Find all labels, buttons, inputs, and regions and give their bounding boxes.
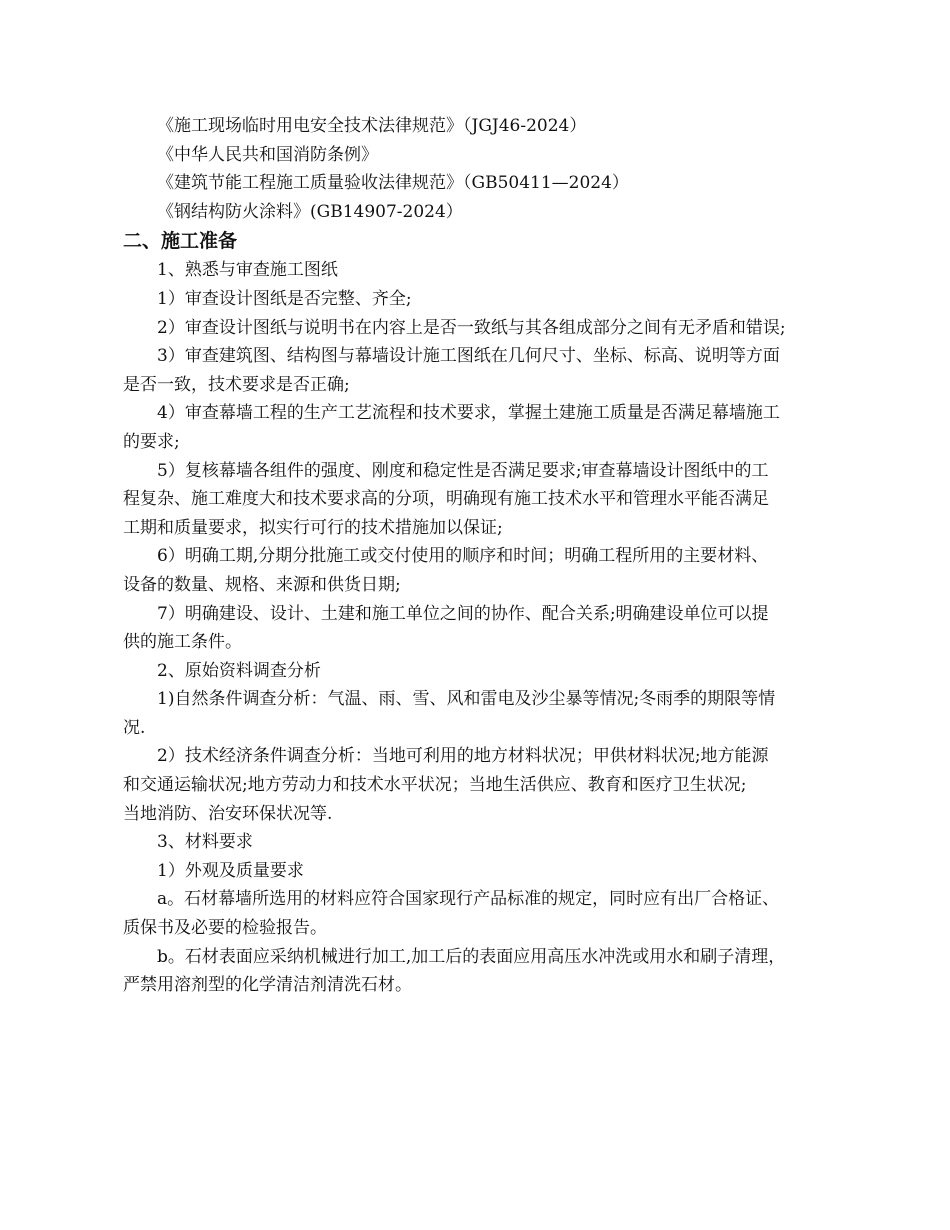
paragraph-line: 4）审查幕墙工程的生产工艺流程和技术要求，掌握土建施工质量是否满足幕墙施工 xyxy=(157,403,780,424)
paragraph-line: 设备的数量、规格、来源和供货日期; xyxy=(123,574,401,595)
paragraph-line: 工期和质量要求，拟实行可行的技术措施加以保证; xyxy=(123,517,503,538)
paragraph-line: 7）明确建设、设计、土建和施工单位之间的协作、配合关系;明确建设单位可以提 xyxy=(157,603,769,624)
paragraph-line: 1）外观及质量要求 xyxy=(157,860,304,881)
paragraph-line: 质保书及必要的检验报告。 xyxy=(123,918,327,939)
standard-item: 《钢结构防火涂料》(GB14907-2024） xyxy=(157,201,463,222)
standard-item: 《中华人民共和国消防条例》 xyxy=(157,144,378,165)
document-body xyxy=(123,112,833,1000)
paragraph-line: 供的施工条件。 xyxy=(123,632,242,653)
paragraph-line: 1）审查设计图纸是否完整、齐全; xyxy=(157,288,412,309)
paragraph-line: 的要求; xyxy=(123,431,180,452)
subsection-title: 3、材料要求 xyxy=(157,832,253,853)
paragraph-line: 和交通运输状况;地方劳动力和技术水平状况；当地生活供应、教育和医疗卫生状况; xyxy=(123,775,747,796)
standard-item: 《建筑节能工程施工质量验收法律规范》（GB50411—2024） xyxy=(157,173,629,194)
paragraph-line: b。石材表面应采纳机械进行加工,加工后的表面应用高压水冲洗或用水和刷子清理， xyxy=(157,946,786,967)
section-heading: 二、施工准备 xyxy=(123,230,238,253)
paragraph-line: 当地消防、治安环保状况等. xyxy=(123,803,333,824)
paragraph-line: 是否一致，技术要求是否正确; xyxy=(123,374,350,395)
paragraph-line: 严禁用溶剂型的化学清洁剂清洗石材。 xyxy=(123,975,412,996)
paragraph-line: 5）复核幕墙各组件的强度、刚度和稳定性是否满足要求;审查幕墙设计图纸中的工 xyxy=(157,460,769,481)
subsection-title: 1、熟悉与审查施工图纸 xyxy=(157,260,338,281)
standard-item: 《施工现场临时用电安全技术法律规范》（JGJ46-2024） xyxy=(157,116,587,136)
paragraph-line: a。石材幕墙所选用的材料应符合国家现行产品标准的规定，同时应有出厂合格证、 xyxy=(157,889,780,910)
paragraph-line: 2）审查设计图纸与说明书在内容上是否一致纸与其各组成部分之间有无矛盾和错误; xyxy=(157,317,786,338)
paragraph-line: 3）审查建筑图、结构图与幕墙设计施工图纸在几何尺寸、坐标、标高、说明等方面 xyxy=(157,346,780,367)
paragraph-line: 程复杂、施工难度大和技术要求高的分项，明确现有施工技术水平和管理水平能否满足 xyxy=(123,489,769,510)
paragraph-line: 6）明确工期,分期分批施工或交付使用的顺序和时间；明确工程所用的主要材料、 xyxy=(157,546,769,567)
paragraph-line: 况. xyxy=(123,717,146,738)
paragraph-line: 1)自然条件调查分析：气温、雨、雪、风和雷电及沙尘暴等情况;冬雨季的期限等情 xyxy=(157,689,776,710)
subsection-title: 2、原始资料调查分析 xyxy=(157,660,321,681)
paragraph-line: 2）技术经济条件调查分析：当地可利用的地方材料状况；甲供材料状况;地方能源 xyxy=(157,746,769,767)
